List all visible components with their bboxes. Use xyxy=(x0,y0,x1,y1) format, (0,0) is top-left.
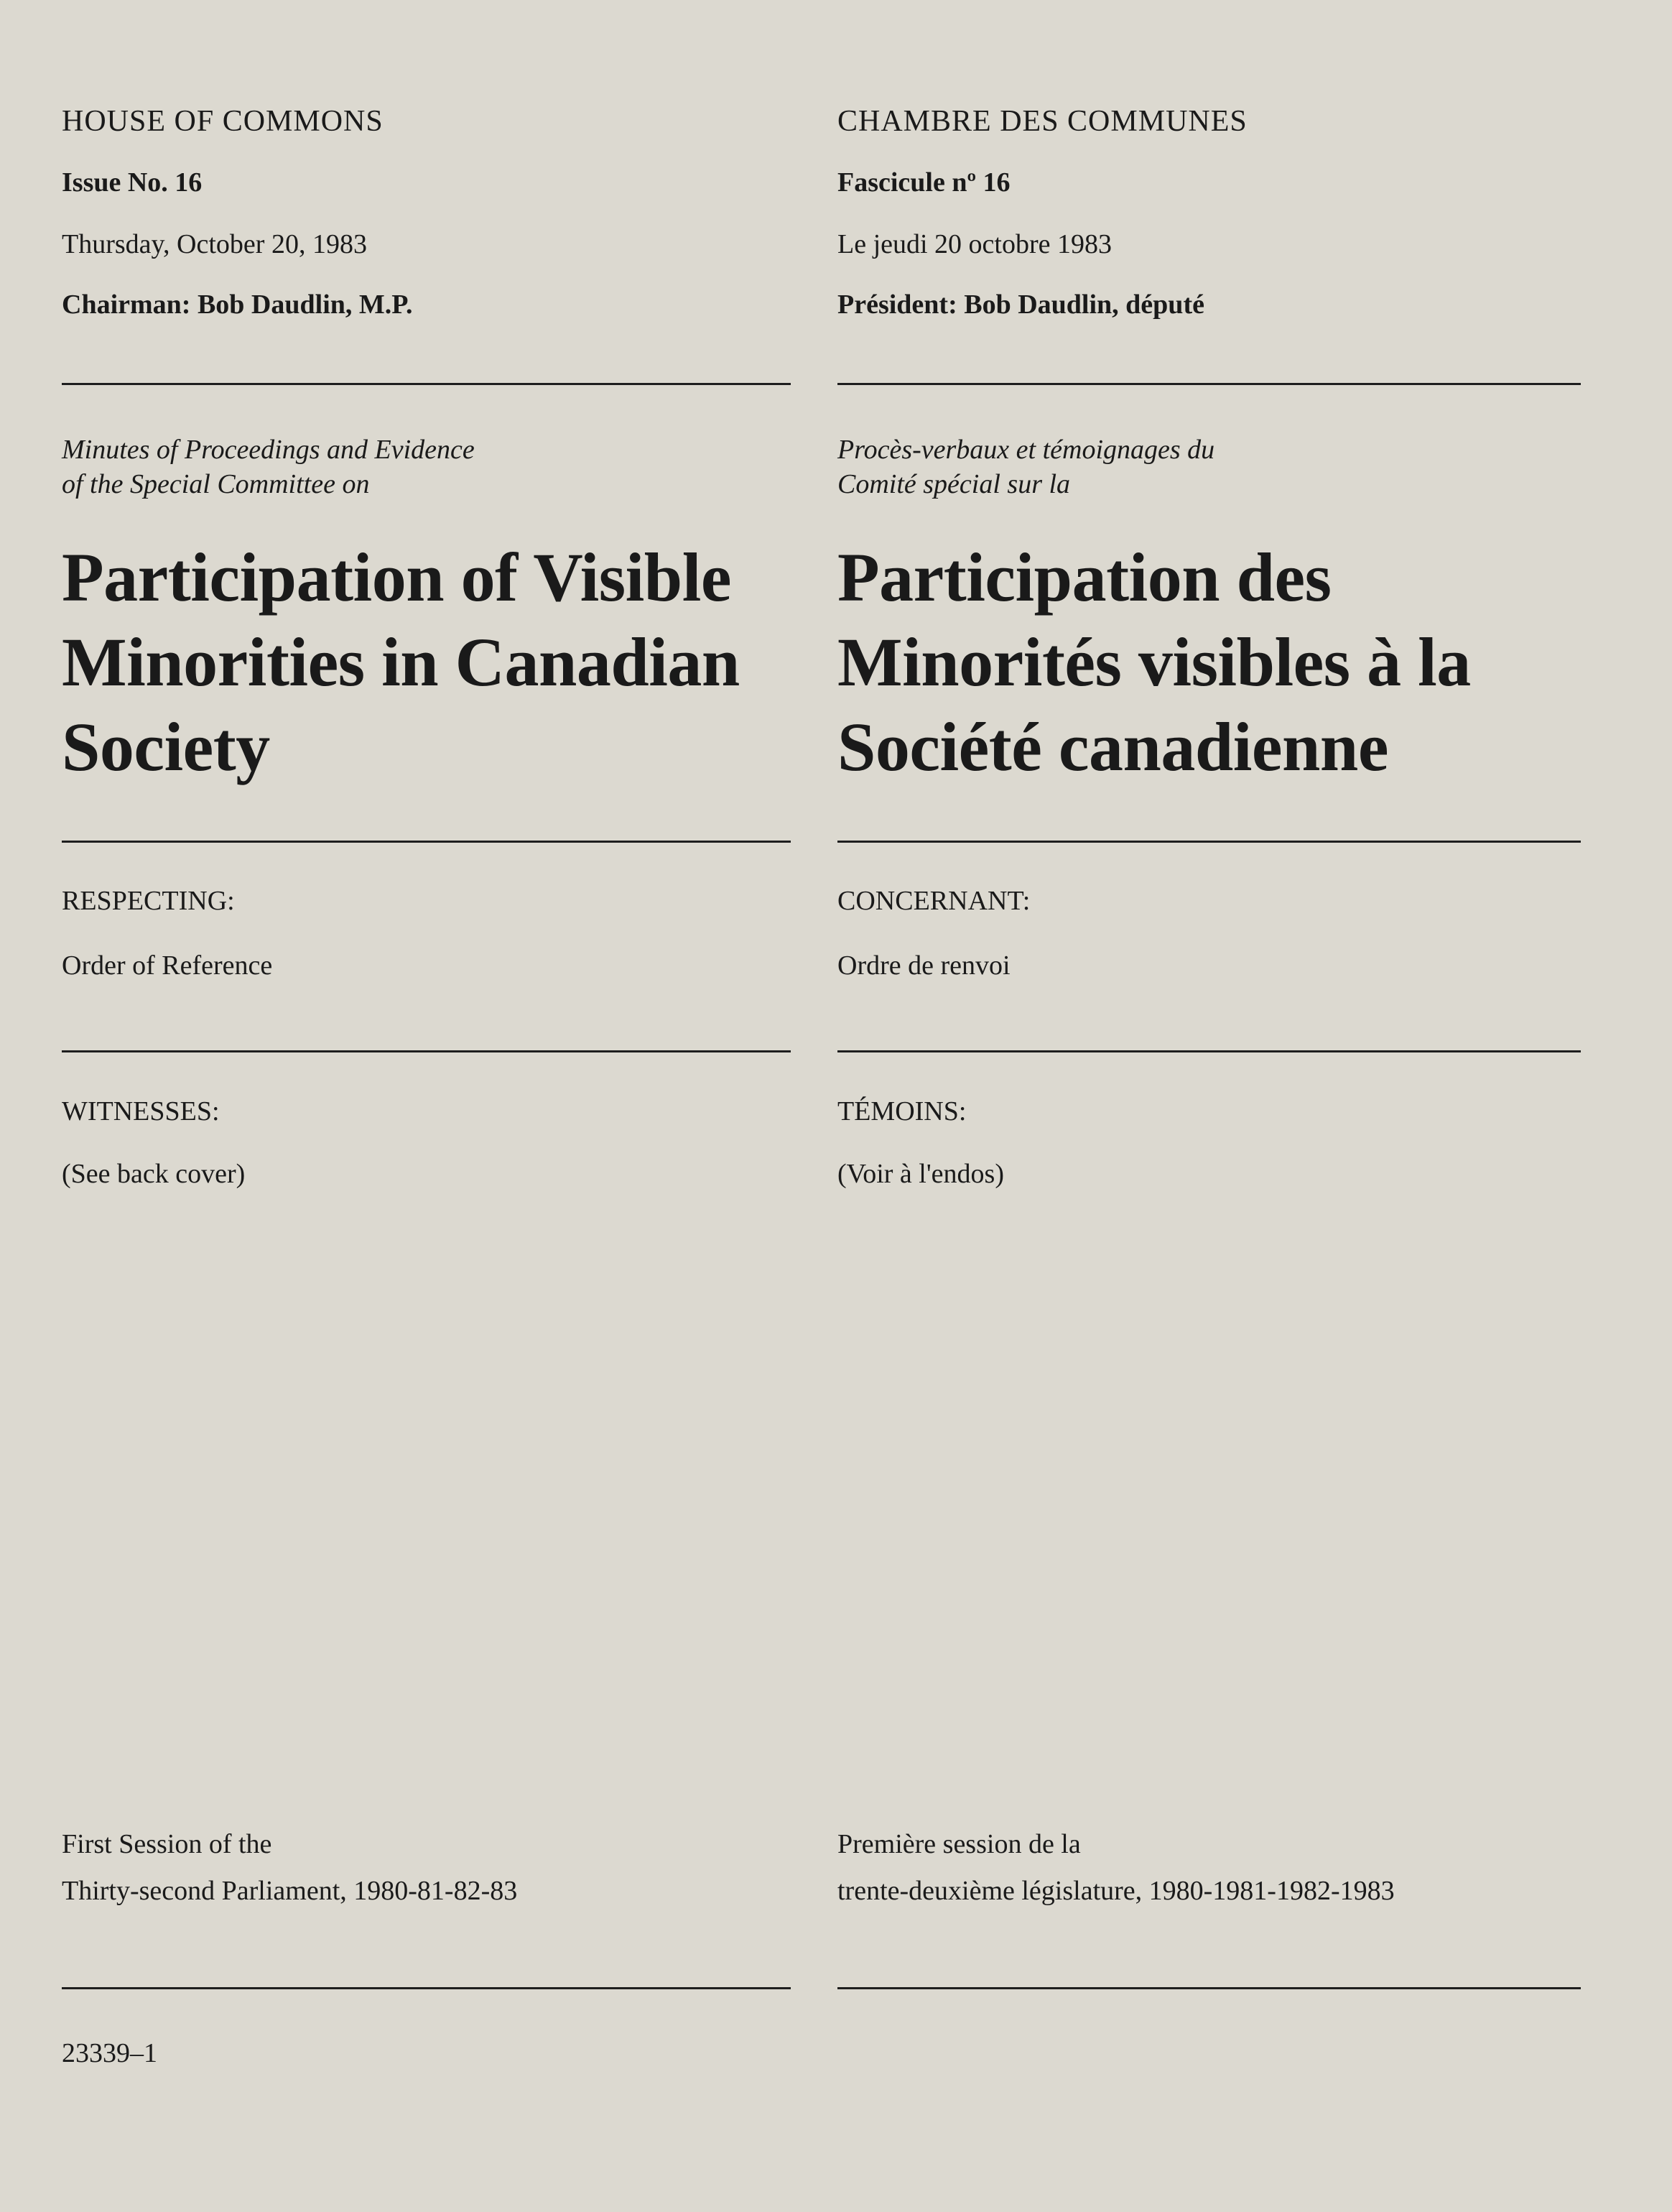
chairman-line: Chairman: Bob Daudlin, M.P. xyxy=(62,290,413,320)
temoins-label: TÉMOINS: xyxy=(837,1096,967,1126)
committee-title: Participation of Visible Minorities in Canadian Society xyxy=(62,539,740,785)
witnesses-note: (See back cover) xyxy=(62,1159,246,1189)
minutes-line-1: Minutes of Proceedings and Evidence xyxy=(62,435,475,465)
minutes-line-2: of the Special Committee on xyxy=(62,469,370,499)
session-line-2: Thirty-second Parliament, 1980-81-82-83 xyxy=(62,1876,518,1906)
proces-verbaux-line-2: Comité spécial sur la xyxy=(837,469,1071,499)
divider-3-right xyxy=(837,1050,1581,1052)
respecting-label: RESPECTING: xyxy=(62,886,235,916)
divider-1-left xyxy=(62,383,791,385)
comite-title: Participation des Minorités visibles à la Société canadienne xyxy=(837,539,1471,785)
issue-number: Issue No. 16 xyxy=(62,167,203,198)
president-line: Président: Bob Daudlin, député xyxy=(837,290,1204,320)
divider-2-left xyxy=(62,841,791,843)
fascicule-date: Le jeudi 20 octobre 1983 xyxy=(837,229,1113,259)
divider-4-left xyxy=(62,1987,791,1989)
chambre-des-communes-heading: CHAMBRE DES COMMUNES xyxy=(837,105,1248,138)
divider-2-right xyxy=(837,841,1581,843)
divider-1-right xyxy=(837,383,1581,385)
divider-3-left xyxy=(62,1050,791,1052)
session-fr-line-2: trente-deuxième législature, 1980-1981-1982-1983 xyxy=(837,1876,1395,1906)
fascicule-number: Fascicule nº 16 xyxy=(837,167,1011,198)
order-of-reference: Order of Reference xyxy=(62,950,273,981)
session-line-1: First Session of the xyxy=(62,1829,272,1859)
document-code: 23339–1 xyxy=(62,2038,157,2068)
concernant-label: CONCERNANT: xyxy=(837,886,1031,916)
ordre-de-renvoi: Ordre de renvoi xyxy=(837,950,1011,981)
witnesses-label: WITNESSES: xyxy=(62,1096,220,1126)
divider-4-right xyxy=(837,1987,1581,1989)
temoins-note: (Voir à l'endos) xyxy=(837,1159,1004,1189)
session-fr-line-1: Première session de la xyxy=(837,1829,1081,1859)
issue-date: Thursday, October 20, 1983 xyxy=(62,229,367,259)
proces-verbaux-line-1: Procès-verbaux et témoignages du xyxy=(837,435,1215,465)
house-of-commons-heading: HOUSE OF COMMONS xyxy=(62,105,384,138)
